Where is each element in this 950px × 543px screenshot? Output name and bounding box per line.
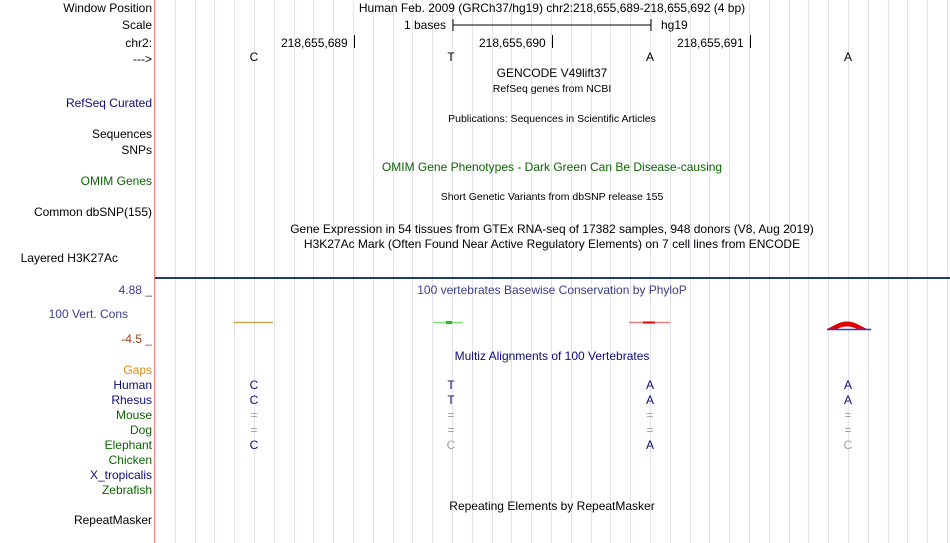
grid-line <box>650 0 651 543</box>
species-label-elephant[interactable]: Elephant <box>104 438 152 452</box>
cons-track-label[interactable]: 100 Vert. Cons <box>48 307 128 321</box>
snps-track-label[interactable]: SNPs <box>121 143 152 157</box>
grid-line <box>947 0 948 543</box>
dbsnp-track-title[interactable]: Short Genetic Variants from dbSNP release 155 <box>440 191 664 203</box>
grid-line <box>333 0 334 543</box>
scale-label: Scale <box>121 18 152 32</box>
alignment-base: C <box>249 438 259 452</box>
species-label-human[interactable]: Human <box>113 378 152 392</box>
phylop-max-label: 4.88 _ <box>118 283 152 297</box>
multiz-track-title[interactable]: Multiz Alignments of 100 Vertebrates <box>454 349 650 363</box>
label-panel-border <box>154 0 155 543</box>
alignment-base: C <box>446 438 456 452</box>
grid-line <box>373 0 374 543</box>
grid-line <box>155 0 156 543</box>
alignment-base: = <box>447 423 455 437</box>
grid-line <box>868 0 869 543</box>
species-label-chicken[interactable]: Chicken <box>108 453 152 467</box>
alignment-base: = <box>250 408 258 422</box>
ref-base-2: T <box>447 50 455 64</box>
alignment-base: C <box>249 378 259 392</box>
gaps-track-label[interactable]: Gaps <box>123 363 152 377</box>
grid-line <box>432 0 433 543</box>
coord-2: 218,655,690 <box>479 36 546 50</box>
grid-line <box>412 0 413 543</box>
scale-assembly: hg19 <box>661 18 688 32</box>
grid-line <box>175 0 176 543</box>
grid-line <box>452 0 453 543</box>
scale-bases: 1 bases <box>404 18 447 32</box>
alignment-base: C <box>843 438 853 452</box>
window-position-text: Human Feb. 2009 (GRCh37/hg19) chr2:218,655,689-218,655,692 (4 bp) <box>358 1 746 15</box>
refseq-track-label[interactable]: RefSeq Curated <box>65 96 152 110</box>
grid-line <box>709 0 710 543</box>
grid-line <box>254 0 255 543</box>
scale-bar <box>452 17 654 33</box>
coord-1-tick <box>354 35 355 48</box>
gtex-track-title[interactable]: Gene Expression in 54 tissues from GTEx RNA-seq of 17382 samples, 948 donors (V8, Aug 2019) <box>290 222 814 236</box>
ref-base-3: A <box>645 50 654 64</box>
species-label-mouse[interactable]: Mouse <box>115 408 152 422</box>
phylop-mark-base-2-peak <box>446 321 452 324</box>
alignment-base: = <box>447 408 455 422</box>
grid-line <box>749 0 750 543</box>
species-label-x_tropicalis[interactable]: X_tropicalis <box>89 468 152 482</box>
coord-2-tick <box>552 35 553 48</box>
phylop-min-label: -4.5 _ <box>121 332 152 346</box>
omim-track-label[interactable]: OMIM Genes <box>80 174 152 188</box>
h3k27ac-track-label[interactable]: Layered H3K27Ac <box>20 251 118 265</box>
alignment-base: C <box>249 393 259 407</box>
grid-line <box>907 0 908 543</box>
coord-3-tick <box>750 35 751 48</box>
grid-line <box>214 0 215 543</box>
alignment-base: = <box>844 408 852 422</box>
grid-line <box>630 0 631 543</box>
track-divider <box>155 277 950 279</box>
publications-track-title[interactable]: Publications: Sequences in Scientific Articles <box>448 113 656 125</box>
h3k27ac-track-title[interactable]: H3K27Ac Mark (Often Found Near Active Regulatory Elements) on 7 cell lines from ENCODE <box>303 237 801 251</box>
species-label-zebrafish[interactable]: Zebrafish <box>101 483 152 497</box>
grid-line <box>888 0 889 543</box>
refseq-track-subtitle[interactable]: RefSeq genes from NCBI <box>492 83 612 95</box>
window-position-label: Window Position <box>63 1 152 15</box>
grid-line <box>690 0 691 543</box>
dbsnp-track-label[interactable]: Common dbSNP(155) <box>33 205 152 219</box>
grid-line <box>848 0 849 543</box>
grid-line <box>274 0 275 543</box>
grid-line <box>393 0 394 543</box>
chrom-label: chr2: <box>125 36 152 50</box>
grid-line <box>313 0 314 543</box>
phylop-track-title[interactable]: 100 vertebrates Basewise Conservation by PhyloP <box>417 283 687 297</box>
alignment-base: = <box>844 423 852 437</box>
ref-base-4: A <box>843 50 852 64</box>
grid-line <box>729 0 730 543</box>
alignment-base: T <box>447 378 455 392</box>
grid-line <box>294 0 295 543</box>
alignment-base: = <box>250 423 258 437</box>
grid-line <box>828 0 829 543</box>
alignment-base: T <box>447 393 455 407</box>
alignment-base: A <box>843 378 852 392</box>
strand-label: ---> <box>133 52 152 66</box>
sequences-track-label[interactable]: Sequences <box>91 127 152 141</box>
grid-line <box>670 0 671 543</box>
alignment-base: = <box>646 423 654 437</box>
alignment-base: A <box>645 393 654 407</box>
grid-line <box>789 0 790 543</box>
grid-line <box>234 0 235 543</box>
alignment-base: A <box>645 438 654 452</box>
phylop-mark-base-3-peak <box>643 322 655 324</box>
alignment-base: = <box>646 408 654 422</box>
grid-line <box>927 0 928 543</box>
species-label-rhesus[interactable]: Rhesus <box>111 393 152 407</box>
gencode-track-title[interactable]: GENCODE V49lift37 <box>496 66 608 80</box>
grid-line <box>353 0 354 543</box>
repeatmasker-track-title[interactable]: Repeating Elements by RepeatMasker <box>449 499 655 513</box>
alignment-base: A <box>645 378 654 392</box>
grid-line <box>769 0 770 543</box>
omim-track-title[interactable]: OMIM Gene Phenotypes - Dark Green Can Be Disease-causing <box>381 160 723 174</box>
coord-1: 218,655,689 <box>281 36 348 50</box>
grid-line <box>472 0 473 543</box>
grid-line <box>195 0 196 543</box>
alignment-base: A <box>843 393 852 407</box>
repeatmasker-track-label[interactable]: RepeatMasker <box>73 513 152 527</box>
ref-base-1: C <box>249 50 259 64</box>
phylop-conservation-plot <box>155 312 950 334</box>
coord-3: 218,655,691 <box>677 36 744 50</box>
grid-line <box>808 0 809 543</box>
species-label-dog[interactable]: Dog <box>129 423 152 437</box>
